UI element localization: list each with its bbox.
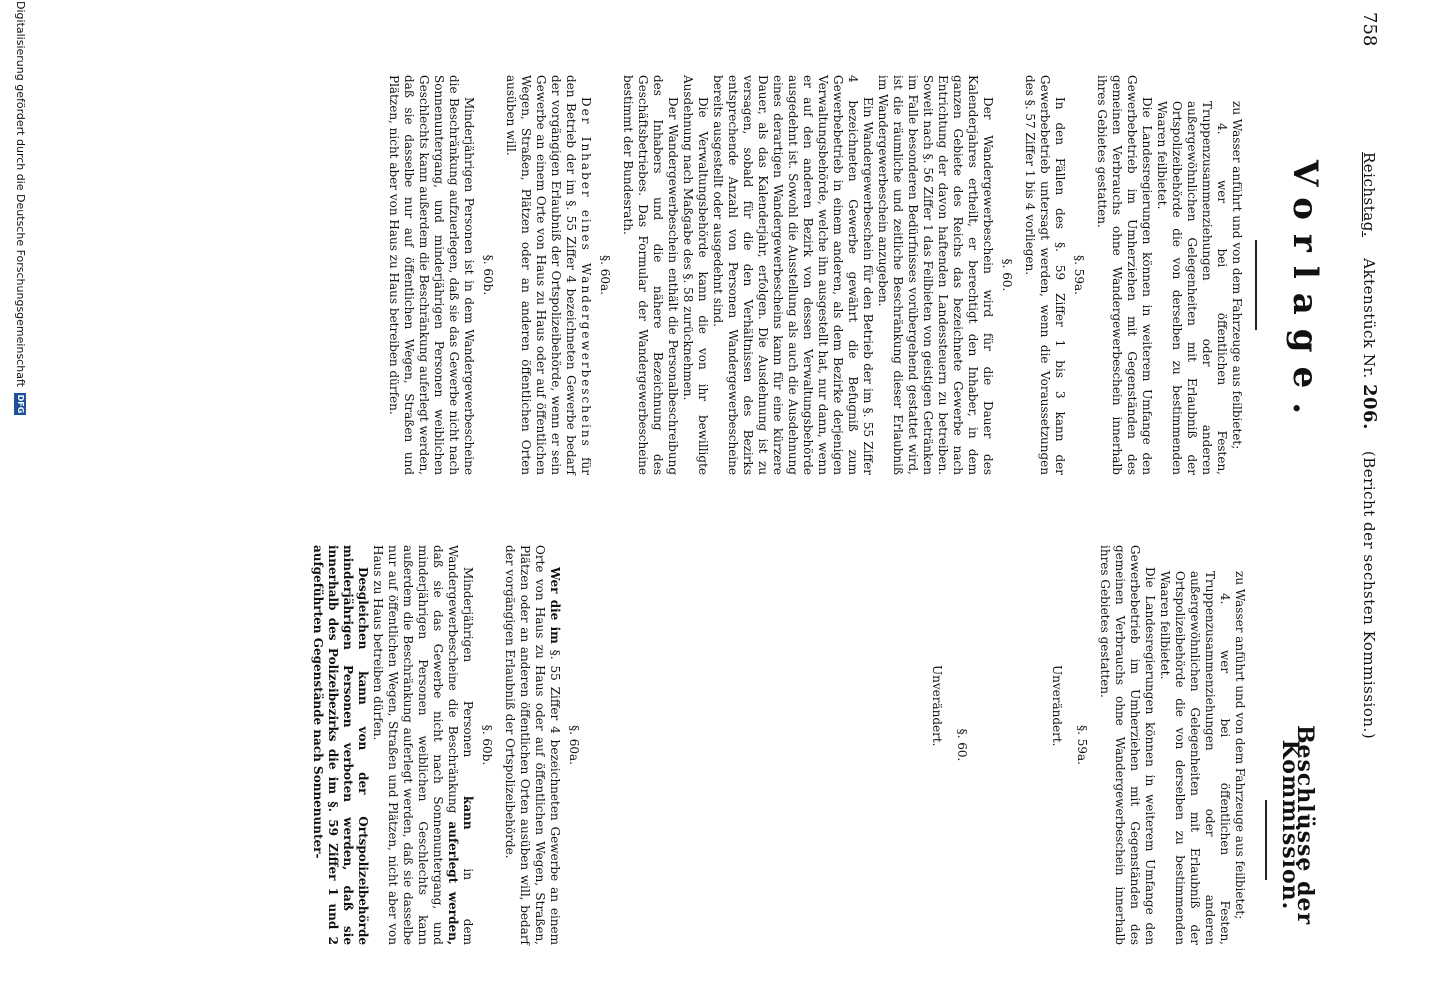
paragraph-60b-1-kann: kann [461,796,475,830]
paragraph-60a-lead: Der Inhaber eines Wandergewerbescheins [579,97,593,448]
page-header [1337,12,1380,990]
paragraph-60b: Minderjährigen Personen ist in dem Wandergewerbescheine die Beschränkung aufzuerlegen, daß sie das Gewerbe nicht nach Sonnenuntergang, und minderjährigen Personen weiblichen Geschlechts kann außerdem die Beschränkung auferlegt werden, daß sie dasselbe nur auf öffentlichen Wegen, Straßen und Plätzen, nicht aber von Haus zu Haus betreiben dürfen. [387,75,476,475]
item3-tail: zu Wasser anführt und von dem Fahrzeuge aus feilbietet; [1230,101,1244,450]
paragraph-60b-2: Desgleichen kann von der Ortspolizeibehörde minderjährigen Personen verboten werden, daß sie innerhalb des Polizeibezirks die im §. 59 Ziffer 1 und 2 aufgeführten Gegenstände nach Sonnenunter- [311,545,370,945]
dfg-logo-icon: DFG [16,394,26,414]
paragraph-60b-1-end: daß sie das Gewerbe nicht nach Sonnenuntergang, und minderjährigen Personen weiblichen Geschlechts kann außerdem die Beschränkung auferlegt werden, daß sie dasselbe nur auf öffentlichen Wegen, Straßen und Plätzen, nicht aber von Haus zu Haus betreiben dürfen. [371,545,445,945]
paragraph-60a-rest: für den Betrieb der im §. 55 Ziffer 4 bezeichneten Gewerbe bedarf der vorgängigen Erlaubniß der Ortspolizeibehörde, wenn er sein Gewerbe an einem Orte von Haus zu Haus oder auf öffentlichen Wegen, Straßen, Plätzen oder an anderen öffentlichen Orten ausüben will. [504,75,593,475]
running-head-number: 206. [1359,384,1380,430]
paragraph-59a: In den Fällen des §. 59 Ziffer 1 bis 3 kann der Gewerbebetrieb untersagt werden, wenn die Voraussetzungen des §. 57 Ziffer 1 bis 4 vorliegen. [1023,75,1067,475]
paragraph-60a [503,75,593,475]
digitization-credit [13,1,28,415]
section-60a-heading: §. 60a. [567,725,581,765]
right-column [310,545,1247,945]
item4: 4. wer bei öffentlichen Festen, Truppenzusammenziehungen oder anderen außergewöhnlichen Gelegenheiten mit Erlaubniß der Ortspolizeibehörde die von derselben zu bestimmenden Waaren feilbietet. [1155,101,1229,475]
paragraph-60a-rest: §. 55 Ziffer 4 bezeichneten Gewerbe an einem Orte von Haus zu Haus oder auf öffentlichen Wegen, Straßen, Plätzen oder an anderen öffentlichen Orten ausüben will, bedarf der vorgängigen Erlaubniß der Ortspolizeibehörde. [503,545,562,946]
unchanged-note-60: Unverändert. [930,665,944,747]
section-60b-heading: §. 60b. [480,724,494,766]
paragraph-60a [502,545,562,945]
paragraph-60-4: Der Wandergewerbeschein enthält die Personalbeschreibung des Inhabers und die nähere Bezeichnung des Geschäftsbetriebes. Das Formular der Wandergewerbescheine bestimmt der Bundesrath. [621,75,680,475]
paragraph-landesregierungen: Die Landesregierungen können in weiterem Umfange den Gewerbebetrieb im Umherziehen mit Gegenständen des gemeinen Verbrauchs ohne Wandergewerbeschein innerhalb ihres Gebietes gestatten. [1095,75,1154,475]
running-head-item: Aktenstück Nr. [1360,258,1378,379]
item3-tail: zu Wasser anführt und von dem Fahrzeuge aus feilbietet; [1233,571,1247,920]
right-column-heading: Beschlüsse der Kommission. [1277,724,1318,926]
right-heading-rule [1265,800,1267,880]
spacer [589,545,919,945]
section-60b-heading: §. 60b. [481,254,495,296]
left-heading-rule [1255,240,1257,330]
section-59a-heading: §. 59a. [1075,725,1089,765]
page-number: 758 [1359,12,1380,47]
paragraph-landesregierungen: Die Landesregierungen können in weiterem Umfange den Gewerbebetrieb im Umherziehen mit Gegenständen des gemeinen Verbrauchs ohne Wandergewerbeschein innerhalb ihres Gebietes gestatten. [1098,545,1157,945]
paragraph-60b-1-werden: auferlegt werden, [446,821,460,945]
item4: 4. wer bei öffentlichen Festen, Truppenzusammenziehungen oder anderen außergewöhnlichen Gelegenheiten mit Erlaubniß der Ortspolizeibehörde die von derselben zu bestimmenden Waaren feilbietet. [1158,571,1232,945]
left-column-heading: Vorlage. [1285,160,1325,429]
paragraph-60-1: Der Wandergewerbeschein wird für die Dauer des Kalenderjahres ertheilt, er berechtigt den Inhaber, in dem ganzen Gebiete des Reichs das bezeichnete Gewerbe nach Entrichtung der davon haftenden Landessteuern zu betreiben. Soweit nach §. 56 Ziffer 1 das Feilbieten von geistigen Getränken im Falle besonderen Bedürfnisses vorübergehend gestattet wird, ist die räumliche und zeitliche Beschränkung dieser Erlaubniß im Wandergewerbeschein anzugeben. [876,75,995,475]
running-head-suffix: (Bericht der sechsten Kommission.) [1360,450,1378,740]
running-head-prefix: Reichstag. [1360,152,1378,238]
section-60-heading: §. 60. [1000,258,1014,292]
paragraph-60b-1-start: Minderjährigen Personen [461,567,475,758]
credit-text: Digitalisierung gefördert durch die Deutsche Forschungsgemeinschaft [14,1,27,387]
running-head [1359,152,1380,740]
paragraph-60-2: Ein Wandergewerbeschein für den Betrieb der im §. 55 Ziffer 4 bezeichneten Gewerbe gewährt die Befugniß zum Gewerbebetrieb in einem anderen, als dem Bezirke derjenigen Verwaltungsbehörde, welche ihn ausgestellt hat, nur dann, wenn er auf den anderen Bezirk von dessen Verwaltungsbehörde ausgedehnt ist. Sowohl die Ausstellung als auch die Ausdehnung eines derartigen Wandergewerbescheins kann für eine kürzere Dauer, als das Kalenderjahr, erfolgen. Die Ausdehnung ist zu versagen, sobald für die den Verhältnissen des Bezirks entsprechende Anzahl von Personen Wandergewerbescheine bereits ausgestellt oder ausgedehnt sind. [711,75,875,475]
paragraph-60-3: Die Verwaltungsbehörde kann die von ihr bewilligte Ausdehnung nach Maßgabe des §. 58 zurücknehmen. [681,75,710,475]
unchanged-note-59a: Unverändert. [1050,665,1064,747]
section-59a-heading: §. 59a. [1072,255,1086,295]
paragraph-60b-1-mid: in dem Wandergewerbescheine die Beschränkung [446,545,475,945]
section-60a-heading: §. 60a. [598,255,612,295]
paragraph-60b-1 [370,545,475,945]
left-column [386,75,1244,475]
section-60-heading: §. 60. [955,728,969,762]
paragraph-60a-lead: Wer die im [548,567,562,644]
spacer [977,545,1039,945]
